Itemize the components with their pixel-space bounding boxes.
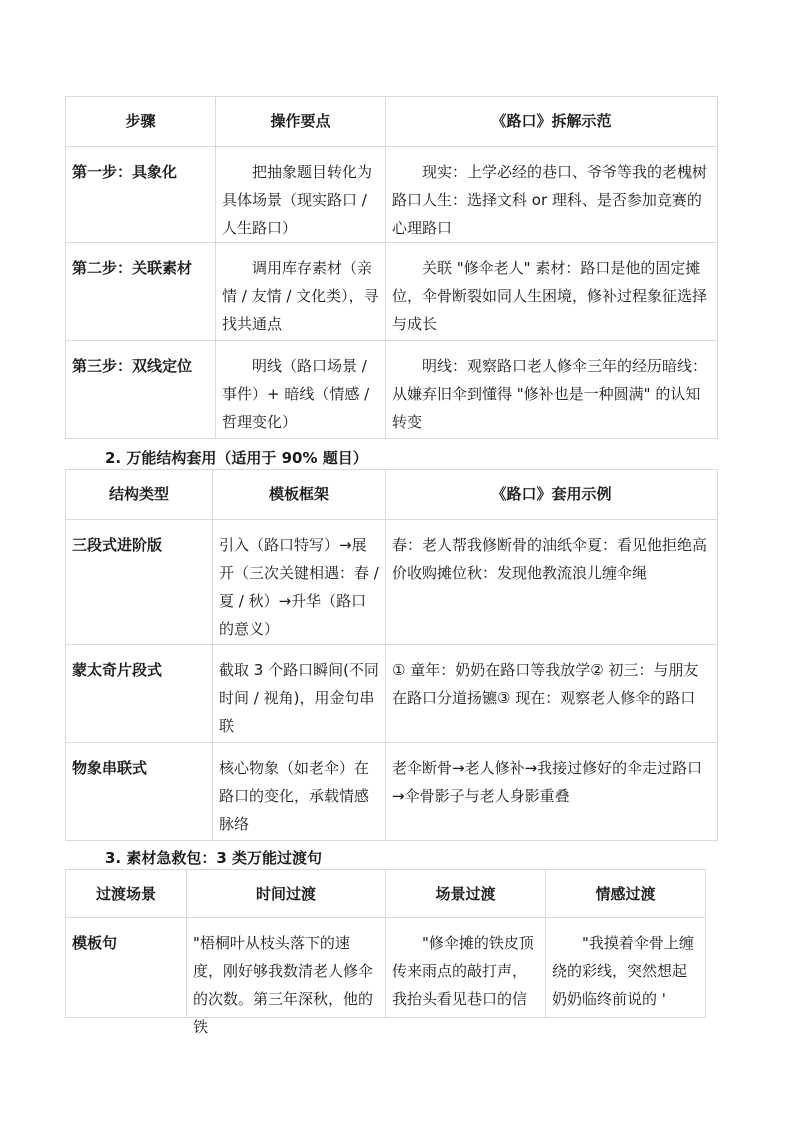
header-cell: 结构类型 <box>66 470 213 520</box>
table-row <box>66 341 718 439</box>
structure-example: ① 童年：奶奶在路口等我放学② 初三：与朋友在路口分道扬镳③ 现在：观察老人修伞的路口 <box>392 661 699 707</box>
structure-template: 截取 3 个路口瞬间(不同时间 / 视角)，用金句串联 <box>219 661 379 735</box>
header-cell: 《路口》拆解示范 <box>386 97 718 147</box>
structure-table <box>65 469 718 841</box>
step-label: 第二步：关联素材 <box>72 259 193 277</box>
table-row <box>66 147 718 243</box>
scene-transition: "修伞摊的铁皮顶传来雨点的敲打声，我抬头看见巷口的信 <box>392 934 534 1008</box>
structure-type: 物象串联式 <box>72 759 148 777</box>
structure-example: 春：老人帮我修断骨的油纸伞夏：看见他拒绝高价收购摊位秋：发现他教流浪儿缠伞绳 <box>392 536 708 582</box>
structure-type: 三段式进阶版 <box>72 536 163 554</box>
section-heading-structure: 2. 万能结构套用（适用于 90% 题目） <box>105 449 368 467</box>
table-row <box>66 520 718 645</box>
structure-template: 核心物象（如老伞）在路口的变化，承载情感脉络 <box>219 759 370 833</box>
section-heading-transitions: 3. 素材急救包：3 类万能过渡句 <box>105 849 323 867</box>
table-header-row <box>66 470 718 520</box>
emotion-transition: "我摸着伞骨上缠绕的彩线，突然想起奶奶临终前说的 ' <box>552 934 694 1008</box>
table-row <box>66 743 718 841</box>
step-point: 明线（路口场景 / 事件）+ 暗线（情感 / 哲理变化） <box>222 357 370 431</box>
structure-template: 引入（路口特写）→展开（三次关键相遇：春 / 夏 / 秋）→升华（路口的意义） <box>219 536 379 638</box>
header-cell: 时间过渡 <box>187 870 386 918</box>
template-label: 模板句 <box>72 934 118 952</box>
header-cell: 模板框架 <box>213 470 386 520</box>
structure-example: 老伞断骨→老人修补→我接过修好的伞走过路口→伞骨影子与老人身影重叠 <box>392 759 703 805</box>
transition-table <box>65 869 706 1036</box>
header-cell: 操作要点 <box>216 97 386 147</box>
table-row <box>66 243 718 341</box>
header-cell: 场景过渡 <box>386 870 546 918</box>
table-header-row <box>66 870 706 918</box>
header-cell: 《路口》套用示例 <box>386 470 718 520</box>
steps-table <box>65 96 718 439</box>
header-cell: 过渡场景 <box>66 870 187 918</box>
step-example: 明线：观察路口老人修伞三年的经历暗线：从嫌弃旧伞到懂得 "修补也是一种圆满" 的认知转变 <box>392 357 708 431</box>
structure-type: 蒙太奇片段式 <box>72 661 163 679</box>
step-label: 第一步：具象化 <box>72 163 178 181</box>
step-point: 把抽象题目转化为具体场景（现实路口 / 人生路口） <box>222 163 373 237</box>
table-header-row <box>66 97 718 147</box>
step-label: 第三步：双线定位 <box>72 357 193 375</box>
header-cell: 步骤 <box>66 97 216 147</box>
time-transition: "梧桐叶从枝头落下的速度，刚好够我数清老人修伞的次数。第三年深秋，他的铁 <box>193 934 374 1036</box>
table-row <box>66 918 706 1018</box>
header-cell: 情感过渡 <box>546 870 706 918</box>
step-point: 调用库存素材（亲情 / 友情 / 文化类），寻找共通点 <box>222 259 379 333</box>
step-example: 关联 "修伞老人" 素材：路口是他的固定摊位，伞骨断裂如同人生困境，修补过程象征选择与成长 <box>392 259 708 333</box>
table-row <box>66 645 718 743</box>
step-example: 现实：上学必经的巷口、爷爷等我的老槐树路口人生：选择文科 or 理科、是否参加竞赛的心理路口 <box>392 163 708 237</box>
